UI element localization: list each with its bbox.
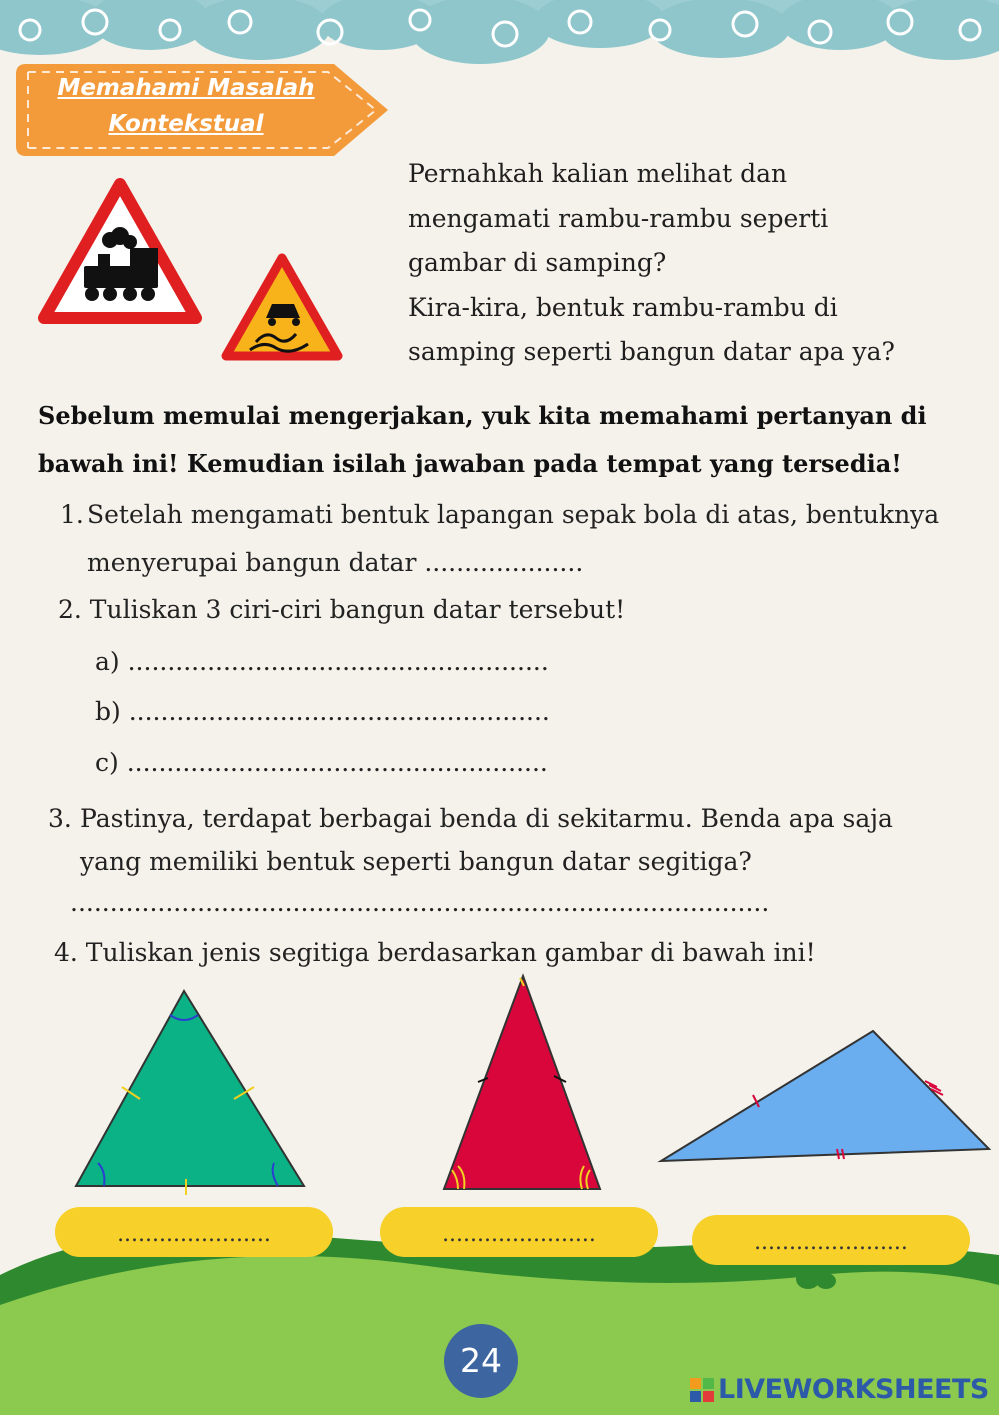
page-number: 24: [444, 1324, 518, 1398]
answer-box-1[interactable]: ......................: [55, 1207, 333, 1257]
section-title-line2: Kontekstual: [108, 111, 264, 137]
isosceles-triangle: [438, 970, 608, 1195]
question-2-answer-c[interactable]: c) .....................................................: [95, 748, 548, 777]
equilateral-triangle: [70, 985, 310, 1195]
section-title-line1: Memahami Masalah: [57, 75, 315, 101]
question-3-line2: yang memiliki bentuk seperti bangun datar segitiga?: [80, 847, 752, 876]
intro-line: samping seperti bangun datar apa ya?: [408, 337, 895, 366]
question-3-number: 3.: [48, 804, 72, 833]
answer-box-3[interactable]: ......................: [692, 1215, 970, 1265]
question-2: 2. Tuliskan 3 ciri-ciri bangun datar tersebut!: [58, 595, 626, 624]
question-4: 4. Tuliskan jenis segitiga berdasarkan gambar di bawah ini!: [54, 938, 816, 967]
answer-box-2[interactable]: ......................: [380, 1207, 658, 1257]
question-1-answer-line[interactable]: menyerupai bangun datar ....................: [87, 548, 584, 577]
slippery-road-sign: [220, 252, 344, 362]
intro-paragraph: [408, 152, 948, 375]
intro-line: mengamati rambu-rambu seperti: [408, 203, 829, 233]
instruction-text: [38, 392, 968, 488]
instruction-line1: Sebelum memulai mengerjakan, yuk kita memahami pertanyan di: [38, 401, 927, 430]
railway-crossing-sign: [38, 178, 202, 326]
scalene-triangle: [655, 1025, 995, 1170]
liveworksheets-logo-icon: [690, 1378, 714, 1402]
question-1-line1: Setelah mengamati bentuk lapangan sepak bola di atas, bentuknya: [87, 500, 940, 529]
brand-name: LIVEWORKSHEETS: [718, 1374, 989, 1405]
question-2-answer-b[interactable]: b) .....................................................: [95, 697, 550, 726]
question-3-answer-line[interactable]: ........................................................................................: [70, 888, 770, 917]
section-title: [36, 70, 336, 142]
question-1-number: 1.: [60, 500, 84, 529]
intro-line: gambar di samping?: [408, 248, 667, 277]
question-3-line1: Pastinya, terdapat berbagai benda di sekitarmu. Benda apa saja: [80, 804, 893, 833]
question-2-answer-a[interactable]: a) .....................................................: [95, 647, 549, 676]
intro-line: Pernahkah kalian melihat dan: [408, 159, 788, 188]
instruction-line2: bawah ini! Kemudian isilah jawaban pada tempat yang tersedia!: [38, 449, 902, 478]
intro-line: Kira-kira, bentuk rambu-rambu di: [408, 292, 838, 322]
